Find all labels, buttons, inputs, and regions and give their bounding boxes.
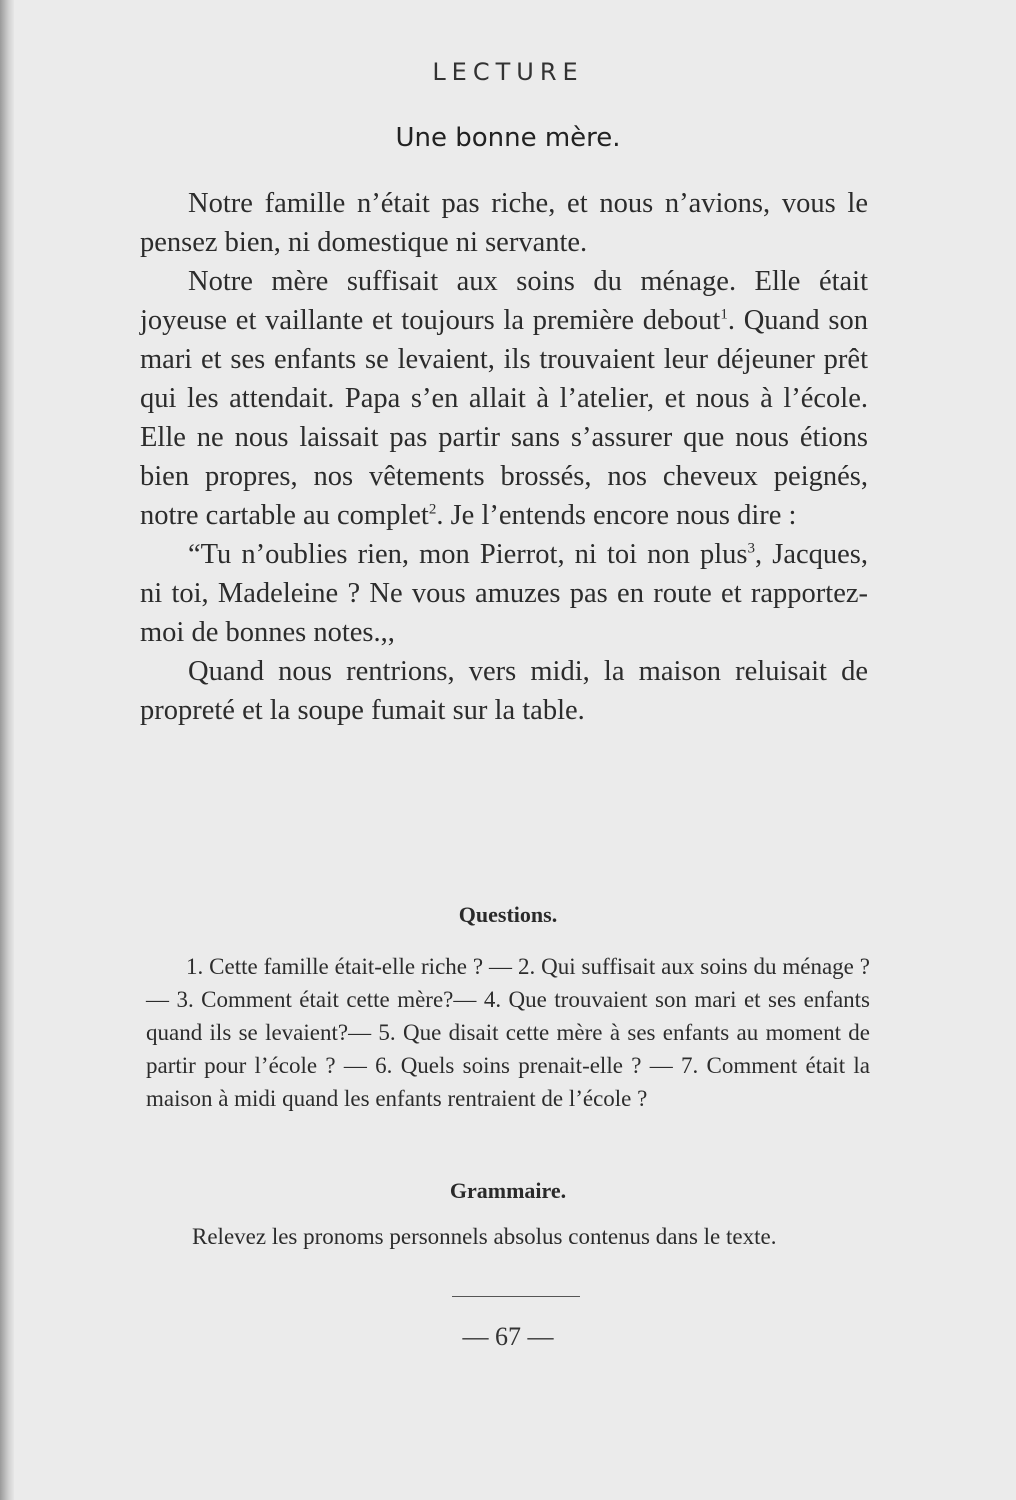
reading-paragraph bbox=[140, 535, 868, 652]
section-header: LECTURE bbox=[432, 58, 584, 86]
grammar-text: Relevez les pronoms personnels absolus contenus dans le texte. bbox=[192, 1224, 777, 1249]
paragraph-text: . Quand son mari et ses enfants se levaient, ils trouvaient leur déjeuner prêt qui les attendait. Papa s’en allait à l’atelier, et nous à l’école. Elle ne nous laissait pas partir sans s’assurer que nous étions bien propres, nos vêtements brossés, nos cheveux peignés, notre cartable au complet bbox=[140, 305, 869, 531]
paragraph-text: Notre mère suffisait aux soins du ménage. Elle était joyeuse et vaillante et toujours la première debout bbox=[140, 266, 868, 336]
paragraph-text: Quand nous rentrions, vers midi, la maison reluisait de propreté et la soupe fumait sur la table. bbox=[140, 656, 868, 726]
footer-rule bbox=[452, 1296, 580, 1297]
footnote-marker: 2 bbox=[428, 501, 437, 518]
paragraph-text: , Jacques, ni toi, Madeleine ? Ne vous amuzes pas en route et rapportez-moi de bonnes notes.,, bbox=[140, 539, 868, 648]
grammar-heading: Grammaire. bbox=[449, 1178, 567, 1203]
book-spine-edge bbox=[0, 0, 14, 1500]
paragraph-text: “Tu n’oublies rien, mon Pierrot, ni toi non plus bbox=[188, 539, 748, 570]
reading-paragraph bbox=[140, 652, 868, 730]
footnote-marker: 1 bbox=[720, 306, 728, 323]
questions-heading: Questions. bbox=[458, 902, 558, 927]
reading-title: Une bonne mère. bbox=[395, 123, 621, 153]
reading-paragraph bbox=[140, 184, 868, 262]
paragraph-text: Notre famille n’était pas riche, et nous n’avions, vous le pensez bien, ni domestique ni servante. bbox=[140, 188, 868, 258]
reading-text bbox=[140, 184, 868, 730]
footnote-marker: 3 bbox=[747, 540, 756, 557]
page-number: — 67 — bbox=[462, 1322, 554, 1351]
questions-text: 1. Cette famille était-elle riche ? — 2. Qui suffisait aux soins du ménage ?— 3. Comment était cette mère?— 4. Que trouvaient son mari et ses enfants quand ils se levaient?— 5. Que disait cette mère à ses enfants au moment de partir pour l’école ? — 6. Quels soins prenait-elle ? — 7. Comment était la maison à midi quand les enfants rentraient de l’école ? bbox=[146, 954, 870, 1111]
paragraph-text: . Je l’entends encore nous dire : bbox=[436, 500, 797, 531]
reading-paragraph bbox=[140, 262, 868, 535]
